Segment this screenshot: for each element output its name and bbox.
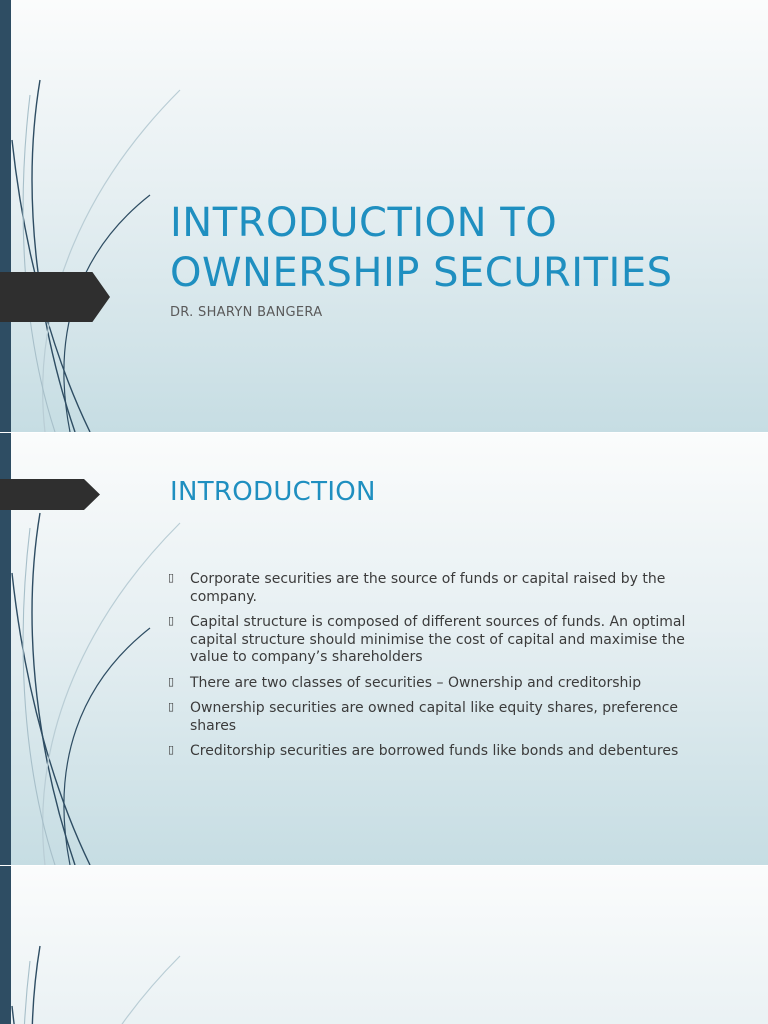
bullet-square-icon: ▯ xyxy=(168,614,175,627)
bullet-square-icon: ▯ xyxy=(168,700,175,713)
bullet-item xyxy=(168,675,708,693)
pentagon-arrow-marker xyxy=(0,479,100,510)
bullet-text: Capital structure is composed of different sources of funds. An optimal capital structure should minimise the cost of capital and maximise the value to company’s shareholders xyxy=(190,614,686,665)
bullet-text: Corporate securities are the source of funds or capital raised by the company. xyxy=(190,571,666,605)
bullet-item xyxy=(168,700,708,735)
section-heading: INTRODUCTION xyxy=(170,477,376,507)
bullet-square-icon: ▯ xyxy=(168,743,175,756)
bullet-item xyxy=(168,614,708,667)
bullet-square-icon: ▯ xyxy=(168,571,175,584)
bullet-text: Creditorship securities are borrowed funds like bonds and debentures xyxy=(190,743,679,759)
bullet-item xyxy=(168,571,708,606)
decorative-swoosh-lines xyxy=(0,866,200,1024)
bullet-text: There are two classes of securities – Ownership and creditorship xyxy=(190,674,642,691)
bullet-item xyxy=(168,743,708,761)
slide-1 xyxy=(0,0,768,432)
slide-3 xyxy=(0,866,768,1024)
bullet-square-icon: ▯ xyxy=(168,674,175,688)
slide-subtitle-author: DR. SHARYN BANGERA xyxy=(170,305,323,320)
title-line-2: OWNERSHIP SECURITIES xyxy=(170,250,673,296)
bullet-list xyxy=(168,571,708,769)
title-line-1: INTRODUCTION TO xyxy=(170,200,558,246)
pentagon-arrow-marker xyxy=(0,272,110,322)
slide-2 xyxy=(0,433,768,865)
slide-title xyxy=(170,198,750,298)
bullet-text: Ownership securities are owned capital like equity shares, preference shares xyxy=(190,700,679,734)
